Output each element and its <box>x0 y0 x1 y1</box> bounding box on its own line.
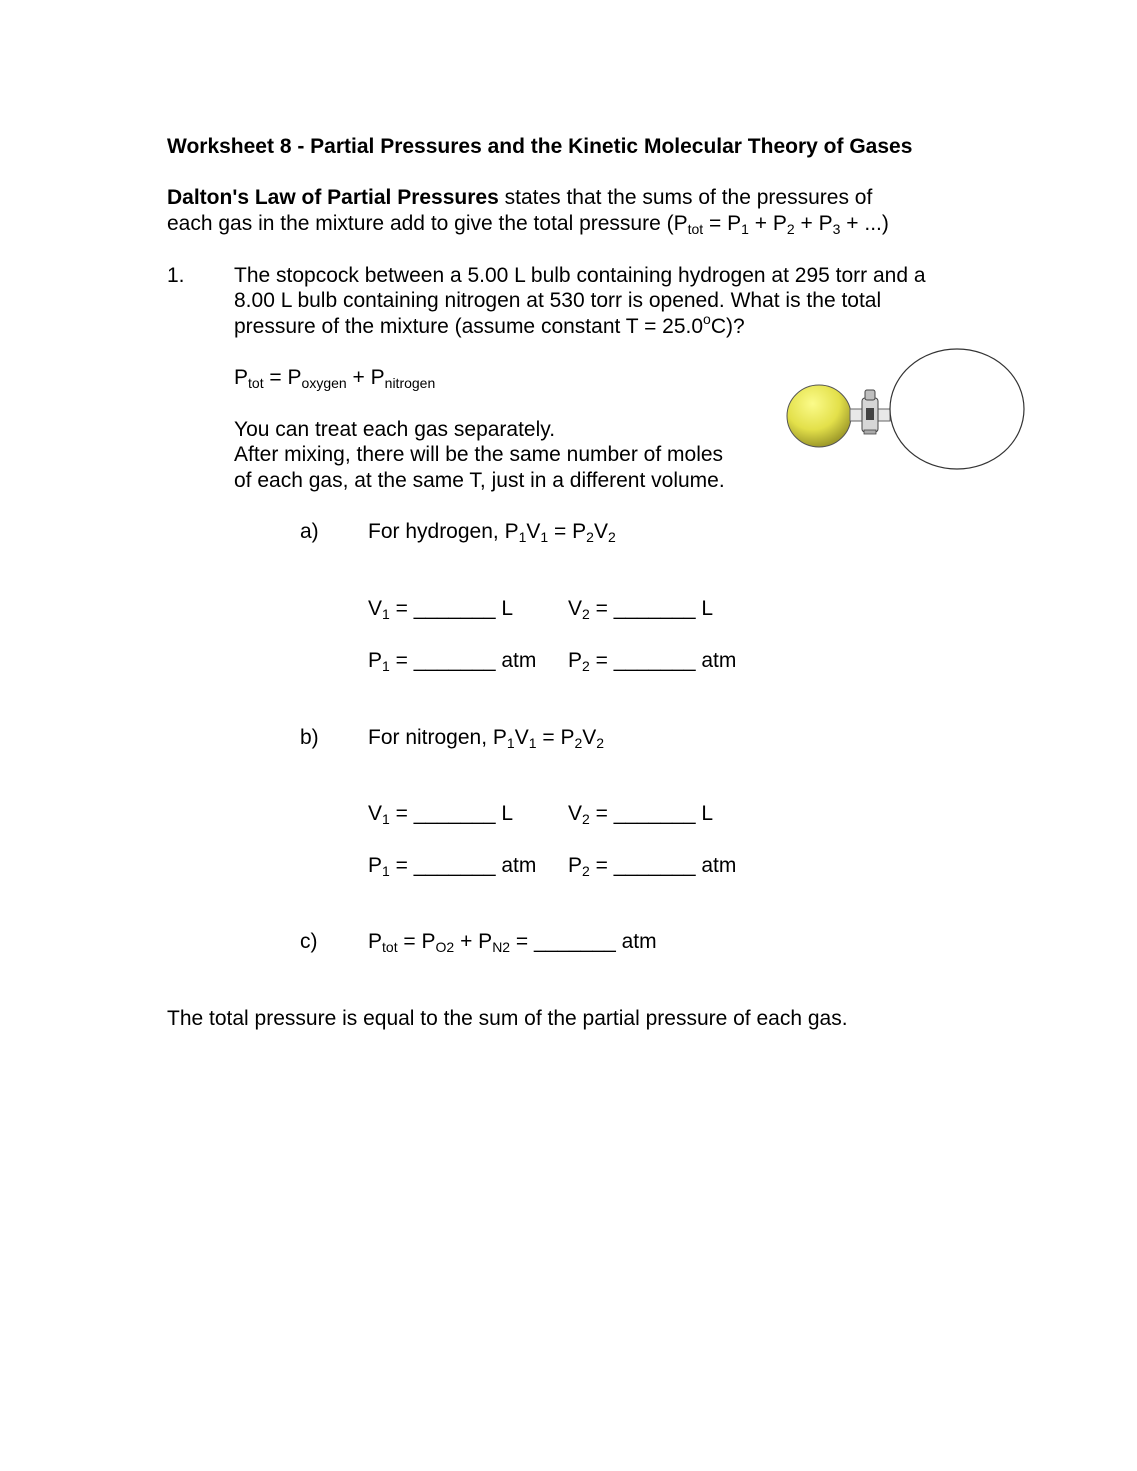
stopcock-valve-icon <box>862 390 878 434</box>
treat-line-1: You can treat each gas separately. <box>234 418 556 441</box>
law-name: Dalton's Law of Partial Pressures <box>167 186 499 209</box>
part-b-text: For nitrogen, $P_1V_1 = P_2V_2$ <box>368 726 605 751</box>
nitrogen-bulb <box>890 349 1024 469</box>
part-a-p2-field[interactable]: $P_2$ = _______ atm <box>568 649 737 674</box>
part-a-label: a) <box>300 520 319 543</box>
intro-line-1: Dalton's Law of Partial Pressures states that the sums of the pressures of <box>167 186 873 209</box>
ptot-equation: $P_{tot} = P_{oxygen} + P_{nitrogen}$ <box>234 366 436 391</box>
part-b-v2-field[interactable]: $V_2$ = _______ L <box>568 802 714 827</box>
part-a-text: For hydrogen, $P_1V_1 = P_2V_2$ <box>368 520 616 545</box>
part-c-ptot-field[interactable]: $P_{tot} = P_{O2} + P_{N2}$ = _______ atm <box>368 930 657 955</box>
part-a-p1-field[interactable]: $P_1$ = _______ atm <box>368 649 537 674</box>
conclusion-text: The total pressure is equal to the sum of the partial pressure of each gas. <box>167 1007 848 1030</box>
question-line-2: 8.00 L bulb containing nitrogen at 530 torr is opened. What is the total <box>234 289 882 312</box>
part-b-p1-field[interactable]: $P_1$ = _______ atm <box>368 854 537 879</box>
intro-line-2: each gas in the mixture add to give the total pressure ($P_{tot} = P_1 + P_2 + P_3$ + ...) <box>167 212 889 237</box>
part-a-v1-field[interactable]: $V_1$ = _______ L <box>368 597 514 622</box>
bulb-stopcock-diagram <box>786 346 1028 472</box>
treat-line-3: of each gas, at the same T, just in a different volume. <box>234 469 725 492</box>
page-title: Worksheet 8 - Partial Pressures and the Kinetic Molecular Theory of Gases <box>167 135 913 158</box>
part-c-label: c) <box>300 930 318 953</box>
part-a-v2-field[interactable]: $V_2$ = _______ L <box>568 597 714 622</box>
part-b-v1-field[interactable]: $V_1$ = _______ L <box>368 802 514 827</box>
question-number: 1. <box>167 264 185 287</box>
part-b-p2-field[interactable]: $P_2$ = _______ atm <box>568 854 737 879</box>
question-line-1: The stopcock between a 5.00 L bulb containing hydrogen at 295 torr and a <box>234 264 926 287</box>
question-line-3: pressure of the mixture (assume constant $T = 25.0^oC$)? <box>234 311 745 338</box>
treat-line-2: After mixing, there will be the same number of moles <box>234 443 724 466</box>
part-b-label: b) <box>300 726 319 749</box>
hydrogen-bulb <box>787 385 851 447</box>
